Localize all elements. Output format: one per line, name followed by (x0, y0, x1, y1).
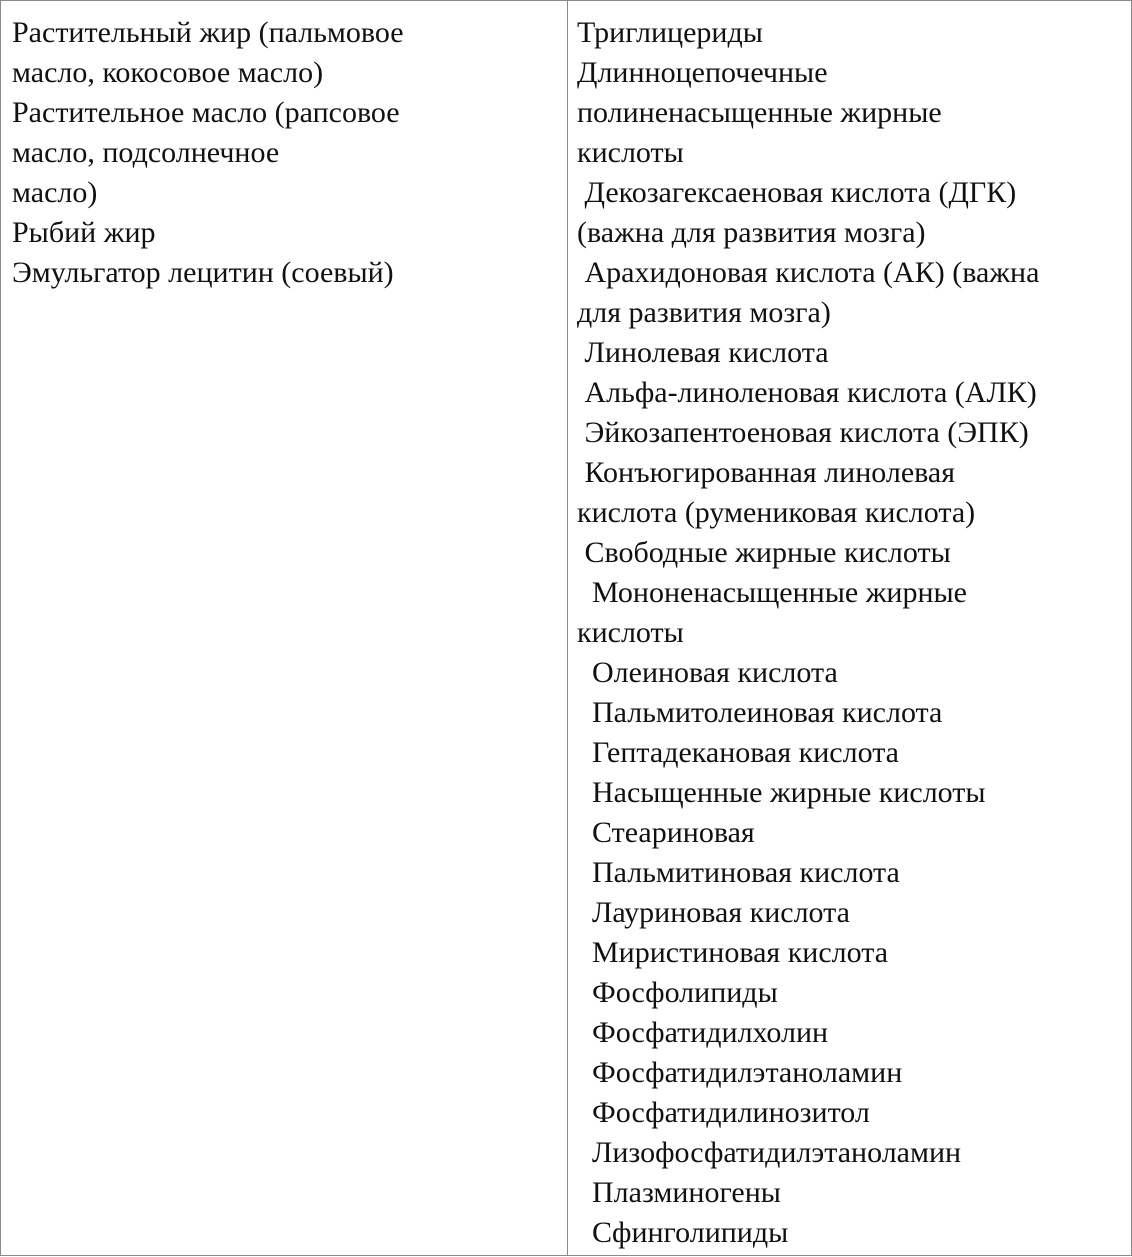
ingredients-list (1, 1, 567, 293)
component-line: кислота (румениковая кислота) (577, 496, 976, 529)
component-line: Лизофосфатидилэтаноламин (577, 1136, 962, 1169)
component-line: Эйкозапентоеновая кислота (ЭПК) (577, 416, 1029, 449)
ingredient-line: Рыбий жир (12, 216, 156, 249)
component-line: Арахидоновая кислота (АК) (важна (577, 256, 1040, 289)
component-line: Альфа-линоленовая кислота (АЛК) (577, 376, 1037, 409)
component-line: Лауриновая кислота (577, 896, 850, 929)
component-line: Длинноцепочечные (577, 56, 828, 89)
ingredient-line: Эмульгатор лецитин (соевый) (12, 256, 394, 289)
lipid-components-list (568, 1, 1131, 1253)
lipid-components-cell (568, 1, 1132, 1256)
component-line: Декозагексаеновая кислота (ДГК) (577, 176, 1017, 209)
component-line: Насыщенные жирные кислоты (577, 776, 986, 809)
component-line: Пальмитиновая кислота (577, 856, 900, 889)
component-line: Триглицериды (577, 16, 763, 49)
component-line: Миристиновая кислота (577, 936, 889, 969)
ingredient-line: Растительное масло (рапсовое (12, 96, 400, 129)
ingredient-line: Растительный жир (пальмовое (12, 16, 404, 49)
ingredient-line: масло) (12, 176, 98, 209)
ingredient-line: масло, подсолнечное (12, 136, 280, 169)
component-line: Свободные жирные кислоты (577, 536, 951, 569)
ingredient-line: масло, кокосовое масло) (12, 56, 324, 89)
component-line: Фосфолипиды (577, 976, 778, 1009)
ingredients-cell (1, 1, 568, 1256)
component-line: полиненасыщенные жирные (577, 96, 942, 129)
component-line: Фосфатидилэтаноламин (577, 1056, 903, 1089)
component-line: Плазминогены (577, 1176, 781, 1209)
component-line: Мононенасыщенные жирные (577, 576, 967, 609)
component-line: Олеиновая кислота (577, 656, 838, 689)
component-line: Стеариновая (577, 816, 755, 849)
component-line: Пальмитолеиновая кислота (577, 696, 943, 729)
component-line: Конъюгированная линолевая (577, 456, 956, 489)
table-row (1, 1, 1132, 1256)
component-line: Сфинголипиды (577, 1216, 789, 1249)
component-line: кислоты (577, 616, 684, 649)
component-line: для развития мозга) (577, 296, 831, 329)
component-line: Линолевая кислота (577, 336, 829, 369)
component-line: Фосфатидилинозитол (577, 1096, 870, 1129)
component-line: Гептадекановая кислота (577, 736, 899, 769)
component-line: кислоты (577, 136, 684, 169)
component-line: Фосфатидилхолин (577, 1016, 829, 1049)
component-line: (важна для развития мозга) (577, 216, 926, 249)
